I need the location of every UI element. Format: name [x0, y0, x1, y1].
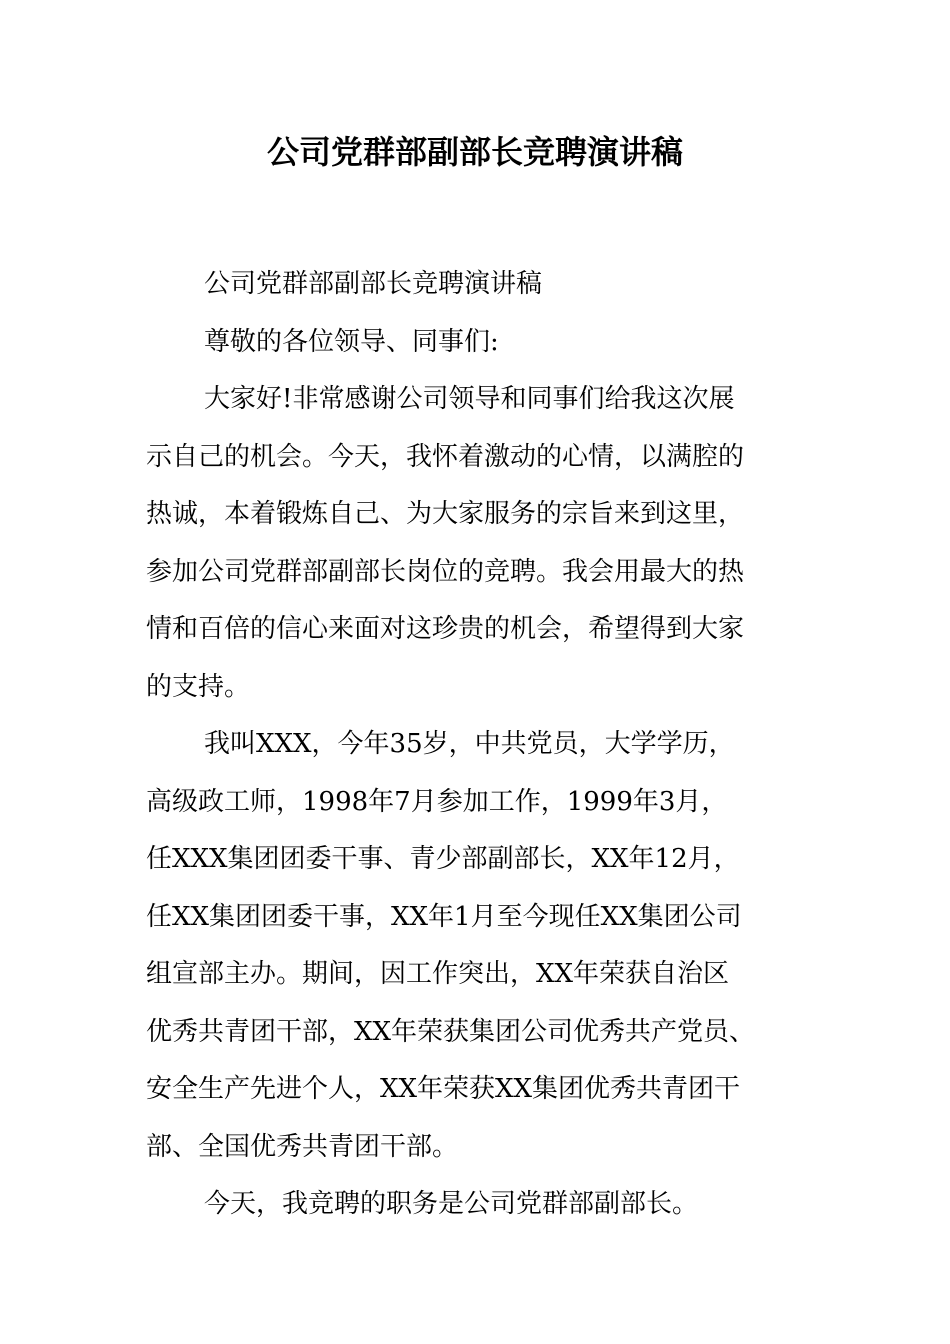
body-line: 我叫XXX，今年35岁，中共党员，大学学历， [204, 729, 735, 759]
body-line: 组宣部主办。期间，因工作突出，XX年荣获自治区 [146, 959, 730, 989]
body-line: 尊敬的各位领导、同事们: [204, 326, 499, 357]
body-line: 示自己的机会。今天，我怀着激动的心情，以满腔的 [146, 441, 745, 472]
body-line: 公司党群部副部长竞聘演讲稿 [204, 269, 543, 299]
body-line: 参加公司党群部副部长岗位的竞聘。我会用最大的热 [146, 556, 745, 587]
body-line: 情和百倍的信心来面对这珍贵的机会，希望得到大家 [146, 614, 745, 644]
body-line: 安全生产先进个人，XX年荣获XX集团优秀共青团干 [146, 1074, 741, 1104]
body-line: 任XXX集团团委干事、青少部副部长，XX年12月， [146, 844, 740, 874]
body-line: 部、全国优秀共青团干部。 [146, 1131, 459, 1162]
document-title: 公司党群部副部长竞聘演讲稿 [266, 133, 683, 171]
body-line: 热诚，本着锻炼自己、为大家服务的宗旨来到这里， [146, 499, 745, 529]
body-line: 的支持。 [146, 671, 251, 702]
body-line: 高级政工师，1998年7月参加工作，1999年3月， [146, 786, 728, 817]
body-line: 今天，我竞聘的职务是公司党群部副部长。 [204, 1189, 699, 1219]
body-line: 优秀共青团干部，XX年荣获集团公司优秀共产党员、 [146, 1016, 756, 1047]
body-line: 任XX集团团委干事，XX年1月至今现任XX集团公司 [146, 901, 742, 932]
body-line: 大家好!非常感谢公司领导和同事们给我这次展 [204, 384, 735, 414]
document-body [146, 256, 836, 1234]
